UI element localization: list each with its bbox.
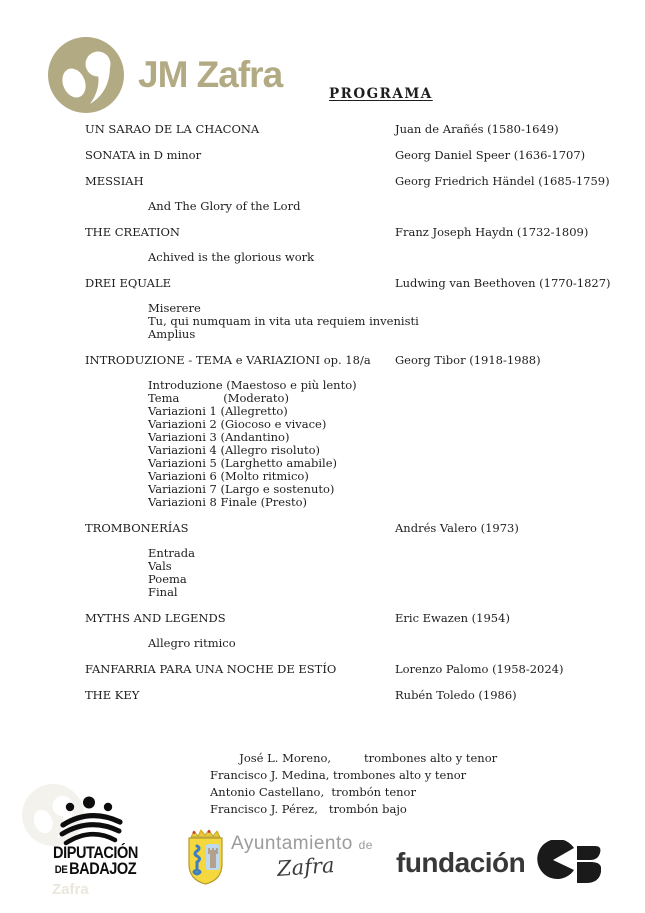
piece-movements — [148, 637, 625, 650]
zafra-shield-icon — [187, 828, 224, 886]
page-title: PROGRAMA — [329, 86, 433, 102]
movement-line: Variazioni 3 (Andantino) — [148, 430, 290, 444]
piece-row — [85, 148, 625, 162]
brand-name: JM Zafra — [138, 54, 283, 95]
piece-composer: Franz Joseph Haydn (1732-1809) — [395, 225, 589, 239]
movement-line: Variazioni 6 (Molto ritmico) — [148, 469, 309, 483]
diputacion-badajoz: BADAJOZ — [69, 860, 137, 878]
piece-movements — [148, 379, 625, 509]
movement-line: Miserere — [148, 301, 201, 315]
movement-line: Final — [148, 585, 178, 599]
program-piece — [85, 276, 625, 341]
program-piece — [85, 122, 625, 136]
brand-header — [48, 37, 282, 113]
piece-title: DREI EQUALE — [85, 276, 171, 290]
performer-line: Francisco J. Pérez, trombón bajo — [210, 802, 407, 816]
program-piece — [85, 353, 625, 509]
piece-composer: Ludwing van Beethoven (1770-1827) — [395, 276, 611, 290]
piece-composer: Lorenzo Palomo (1958-2024) — [395, 662, 564, 676]
ayuntamiento-label — [231, 828, 373, 886]
program-piece — [85, 174, 625, 213]
movement-line: Achived is the glorious work — [148, 250, 315, 264]
piece-title: MESSIAH — [85, 174, 144, 188]
piece-movements — [148, 302, 625, 341]
watermark-text: Zafra — [52, 881, 89, 898]
diputacion-badajoz-crest-icon — [53, 795, 133, 847]
movement-line: Vals — [148, 559, 172, 573]
cb-monogram-icon — [533, 840, 601, 886]
movement-line: Allegro ritmico — [148, 636, 236, 650]
movement-line: Variazioni 2 (Giocoso e vivace) — [148, 417, 327, 431]
piece-title: MYTHS AND LEGENDS — [85, 611, 226, 625]
piece-row — [85, 688, 625, 702]
diputacion-line1: DIPUTACIÓN — [53, 844, 138, 862]
performer-line: Antonio Castellano, trombón tenor — [210, 785, 416, 799]
piece-composer: Rubén Toledo (1986) — [395, 688, 517, 702]
piece-title: THE CREATION — [85, 225, 180, 239]
piece-row — [85, 276, 625, 290]
program-piece — [85, 688, 625, 702]
diputacion-de: DE — [54, 864, 68, 876]
movement-line: Variazioni 8 Finale (Presto) — [148, 495, 308, 509]
piece-composer: Eric Ewazen (1954) — [395, 611, 510, 625]
program-piece — [85, 521, 625, 599]
piece-composer: Georg Daniel Speer (1636-1707) — [395, 148, 586, 162]
piece-title: TROMBONERÍAS — [85, 521, 189, 535]
piece-composer: Juan de Arañés (1580-1649) — [395, 122, 559, 136]
piece-title: SONATA in D minor — [85, 148, 202, 162]
movement-line: And The Glory of the Lord — [148, 199, 301, 213]
program-piece — [85, 148, 625, 162]
fundacion-cb-logo — [396, 840, 601, 886]
program-piece — [85, 611, 625, 650]
movement-line: Amplius — [148, 327, 196, 341]
movement-line: Variazioni 4 (Allegro risoluto) — [148, 443, 321, 457]
movement-line: Entrada — [148, 546, 195, 560]
piece-title: FANFARRIA PARA UNA NOCHE DE ESTÍO — [85, 662, 337, 676]
movement-line: Variazioni 5 (Larghetto amabile) — [148, 456, 338, 470]
performer-line: Francisco J. Medina, trombones alto y tenor — [210, 768, 467, 782]
piece-movements — [148, 200, 625, 213]
performers-block — [210, 750, 497, 818]
piece-title: THE KEY — [85, 688, 140, 702]
piece-movements — [148, 547, 625, 599]
movement-line: Poema — [148, 572, 187, 586]
movement-line: Tema (Moderato) — [148, 391, 289, 405]
movement-line: Introduzione (Maestoso e più lento) — [148, 378, 357, 392]
piece-composer: Georg Tibor (1918-1988) — [395, 353, 541, 367]
program-piece — [85, 662, 625, 676]
piece-movements — [148, 251, 625, 264]
fundacion-label: fundación — [396, 847, 526, 878]
program-piece — [85, 225, 625, 264]
piece-row — [85, 521, 625, 535]
piece-row — [85, 174, 625, 188]
piece-row — [85, 662, 625, 676]
piece-composer: Georg Friedrich Händel (1685-1759) — [395, 174, 610, 188]
zafra-script-text: Zafra — [276, 853, 336, 881]
ayuntamiento-de: de — [358, 838, 373, 852]
performer-line: José L. Moreno, trombones alto y tenor — [210, 751, 498, 765]
program-list — [85, 122, 625, 714]
piece-composer: Andrés Valero (1973) — [395, 521, 519, 535]
diputacion-badajoz-label — [41, 845, 151, 878]
movement-line: Tu, qui numquam in vita uta requiem invenisti — [148, 314, 419, 328]
ayuntamiento-zafra-logo — [187, 828, 373, 886]
piece-title: INTRODUZIONE - TEMA e VARIAZIONI op. 18/a — [85, 353, 371, 367]
piece-row — [85, 122, 625, 136]
movement-line: Variazioni 7 (Largo e sostenuto) — [148, 482, 335, 496]
movement-line: Variazioni 1 (Allegretto) — [148, 404, 288, 418]
jm-zafra-logo-icon — [48, 37, 124, 113]
diputacion-line2 — [41, 861, 151, 878]
piece-title: UN SARAO DE LA CHACONA — [85, 122, 260, 136]
piece-row — [85, 225, 625, 239]
piece-row — [85, 611, 625, 625]
ayuntamiento-word: Ayuntamiento de — [231, 833, 373, 854]
piece-row — [85, 353, 625, 367]
